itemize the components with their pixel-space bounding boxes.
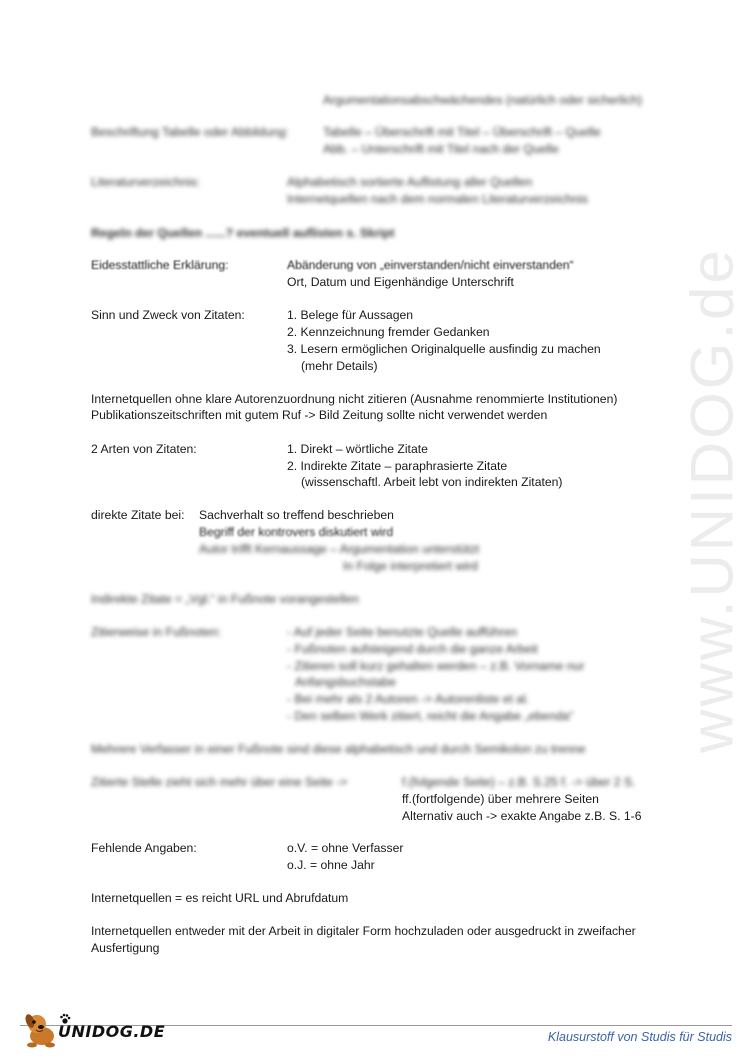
footnote-item: - Zitieren soll kurz gehalten werden – z.B. Vorname nur bbox=[287, 659, 585, 673]
caption-value-1: Tabelle – Überschrift mit Titel – Überschrift – Quelle bbox=[323, 125, 601, 139]
footnote-item: - Den selben Werk zitiert, reicht die Angabe „ebenda“ bbox=[287, 709, 574, 723]
literature-value-2: Internetquellen nach dem normalen Literaturverzeichnis bbox=[287, 192, 588, 206]
literature-value-1: Alphabetisch sortierte Auflistung aller Quellen bbox=[287, 175, 533, 189]
eid-label: Eidesstattliche Erklärung: bbox=[91, 258, 229, 272]
caption-value-2: Abb. – Unterschrift mit Titel nach der Quelle bbox=[323, 142, 559, 156]
arten-label: 2 Arten von Zitaten: bbox=[91, 442, 197, 456]
direct-quotes-label: direkte Zitate bei: bbox=[91, 508, 185, 522]
logo-text: UNIDOG.DE bbox=[58, 1022, 166, 1041]
footnote-label: Zitierweise in Fußnoten: bbox=[91, 625, 222, 639]
literature-label: Literaturverzeichnis: bbox=[91, 175, 201, 189]
footnote-item: - Fußnoten aufsteigend durch die ganze Arbeit bbox=[287, 642, 538, 656]
internet-line-1: Internetquellen ohne klare Autorenzuordnung nicht zitieren (Ausnahme renommierte Institutionen) bbox=[91, 392, 618, 406]
direct-quotes-item: Sachverhalt so treffend beschrieben bbox=[199, 508, 394, 522]
footnote-item: - Bei mehr als 2 Autoren -> Autorenliste et al. bbox=[287, 692, 530, 706]
dog-mascot-icon bbox=[22, 1010, 62, 1050]
footnote-item: - Auf jeder Seite benutzte Quelle aufführen bbox=[287, 625, 518, 639]
url-line: Internetquellen = es reicht URL und Abrufdatum bbox=[91, 891, 349, 905]
direct-quotes-item: In Folge interpretiert wird bbox=[343, 559, 478, 573]
arten-item: 1. Direkt – wörtliche Zitate bbox=[287, 442, 428, 456]
footnote-item: Anfangsbuchstabe bbox=[295, 675, 396, 689]
pages-value-2: ff.(fortfolgende) über mehrere Seiten bbox=[402, 792, 599, 806]
upload-line-1: Internetquellen entweder mit der Arbeit in digitaler Form hochzuladen oder ausgedruckt in zweifacher bbox=[91, 924, 636, 938]
pages-label: Zitierte Stelle zieht sich mehr über eine Seite -> bbox=[91, 775, 348, 789]
sinn-item: 2. Kennzeichnung fremder Gedanken bbox=[287, 325, 490, 339]
eid-value-1: Abänderung von „einverstanden/nicht einverstanden“ bbox=[287, 258, 574, 272]
direct-quotes-item: Autor trifft Kernaussage – Argumentation unterstützt bbox=[199, 542, 480, 556]
missing-info-label: Fehlende Angaben: bbox=[91, 841, 197, 855]
upload-line-2: Ausfertigung bbox=[91, 941, 160, 955]
sinn-item: 1. Belege für Aussagen bbox=[287, 308, 414, 322]
caption-label: Beschriftung Tabelle oder Abbildung: bbox=[91, 125, 289, 139]
sinn-item: (mehr Details) bbox=[301, 359, 378, 373]
direct-quotes-item: Begriff der kontrovers diskutiert wird bbox=[199, 525, 394, 539]
pages-value-3: Alternativ auch -> exakte Angabe z.B. S. 1-6 bbox=[402, 809, 642, 823]
sinn-item: 3. Lesern ermöglichen Originalquelle ausfindig zu machen bbox=[287, 342, 601, 356]
footer-tagline: Klausurstoff von Studis für Studis bbox=[547, 1030, 732, 1044]
internet-line-2: Publikationszeitschriften mit gutem Ruf -> Bild Zeitung sollte nicht verwendet werden bbox=[91, 408, 548, 422]
arten-item: (wissenschaftl. Arbeit lebt von indirekten Zitaten) bbox=[301, 475, 563, 489]
missing-info-item: o.J. = ohne Jahr bbox=[287, 858, 375, 872]
arten-item: 2. Indirekte Zitate – paraphrasierte Zitate bbox=[287, 459, 508, 473]
multiple-authors-line: Mehrere Verfasser in einer Fußnote sind diese alphabetisch und durch Semikolon zu trenne bbox=[91, 742, 586, 756]
unidog-logo bbox=[22, 1010, 166, 1050]
indirect-quotes-line: Indirekte Zitate = „Vgl.“ in Fußnote vorangestellen bbox=[91, 592, 359, 606]
missing-info-item: o.V. = ohne Verfasser bbox=[287, 841, 404, 855]
eid-value-2: Ort, Datum und Eigenhändige Unterschrift bbox=[287, 275, 514, 289]
rules-heading: Regeln der Quellen ......? eventuell auflisten s. Skript bbox=[91, 226, 395, 240]
argument-line: Argumentationsabschwächendes (natürlich oder sicherlich) bbox=[323, 93, 643, 107]
sinn-label: Sinn und Zweck von Zitaten: bbox=[91, 308, 245, 322]
watermark: www.UNIDOG.de bbox=[678, 247, 746, 753]
pages-value-1: f.(folgende Seite) – z.B. S.25 f. -> über 2 S. bbox=[402, 775, 636, 789]
